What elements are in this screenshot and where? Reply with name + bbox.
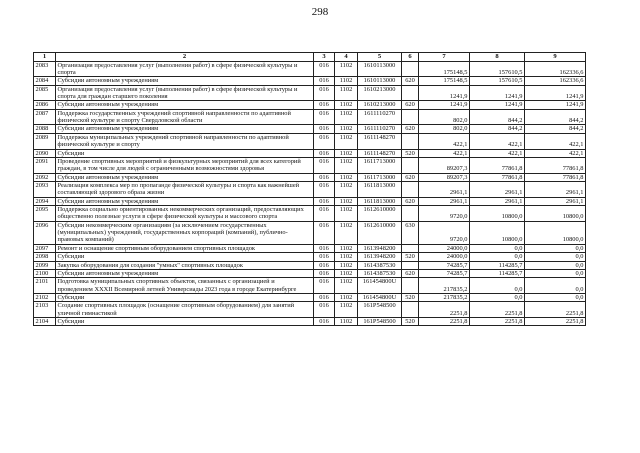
section-code: 1102 [335,261,358,269]
amount-year-2: 1241,9 [470,85,525,101]
section-code: 1102 [335,221,358,244]
section-code: 1102 [335,269,358,277]
table-row [34,294,586,302]
table-row [34,221,586,244]
section-code: 1102 [335,149,358,157]
expense-type-code: 620 [402,125,419,133]
expense-type-code: 520 [402,318,419,326]
amount-year-2: 10800,0 [470,206,525,222]
table-row [34,261,586,269]
amount-year-1: 9720,0 [419,206,470,222]
expense-type-code [402,61,419,77]
row-description: Субсидии автономным учреждениям [56,197,314,205]
amount-year-3: 10800,0 [525,206,586,222]
target-article-code: 161454800U [358,278,402,294]
amount-year-3: 0,0 [525,278,586,294]
expense-type-code: 620 [402,101,419,109]
target-article-code: 1611813000 [358,181,402,197]
row-description: Закупка оборудования для создания "умных" спортивных площадок [56,261,314,269]
row-description: Субсидии автономным учреждениям [56,77,314,85]
target-article-code: 1611110270 [358,109,402,125]
amount-year-3: 77861,8 [525,173,586,181]
ministry-code: 016 [314,278,335,294]
table-row [34,302,586,318]
table-row [34,278,586,294]
amount-year-3: 0,0 [525,244,586,252]
section-code: 1102 [335,206,358,222]
ministry-code: 016 [314,133,335,149]
row-number: 2100 [34,269,56,277]
amount-year-2: 844,2 [470,109,525,125]
section-code: 1102 [335,133,358,149]
amount-year-3: 1241,9 [525,85,586,101]
expense-type-code: 620 [402,173,419,181]
target-article-code: 1611713000 [358,157,402,173]
row-description: Субсидии [56,294,314,302]
amount-year-2: 2251,8 [470,302,525,318]
ministry-code: 016 [314,206,335,222]
column-header: 2 [56,53,314,62]
amount-year-1: 2251,8 [419,302,470,318]
row-number: 2084 [34,77,56,85]
table-row [34,253,586,261]
row-number: 2089 [34,133,56,149]
expense-type-code [402,261,419,269]
column-header: 7 [419,53,470,62]
amount-year-3: 422,1 [525,133,586,149]
table-row [34,101,586,109]
amount-year-1: 175148,5 [419,77,470,85]
expense-type-code [402,206,419,222]
row-number: 2085 [34,85,56,101]
section-code: 1102 [335,77,358,85]
table-row [34,133,586,149]
row-description: Субсидии [56,149,314,157]
amount-year-2: 2961,1 [470,181,525,197]
amount-year-2: 114285,7 [470,269,525,277]
target-article-code: 1614387530 [358,269,402,277]
row-description: Реализация комплекса мер по пропаганде физической культуры и спорта как важнейшей составляющей здорового образа жизни [56,181,314,197]
target-article-code: 161P548500 [358,318,402,326]
amount-year-2: 0,0 [470,253,525,261]
amount-year-3: 2961,1 [525,197,586,205]
section-code: 1102 [335,294,358,302]
section-code: 1102 [335,173,358,181]
amount-year-2: 2961,1 [470,197,525,205]
column-header: 4 [335,53,358,62]
amount-year-2: 1241,9 [470,101,525,109]
expense-type-code [402,181,419,197]
amount-year-2: 77861,8 [470,157,525,173]
ministry-code: 016 [314,253,335,261]
table-row [34,61,586,77]
target-article-code: 1611813000 [358,197,402,205]
amount-year-3: 0,0 [525,261,586,269]
amount-year-3: 1241,9 [525,101,586,109]
ministry-code: 016 [314,244,335,252]
row-description: Субсидии автономным учреждениям [56,173,314,181]
target-article-code: 1613948200 [358,244,402,252]
expense-type-code: 520 [402,294,419,302]
ministry-code: 016 [314,101,335,109]
row-number: 2102 [34,294,56,302]
ministry-code: 016 [314,318,335,326]
table-row [34,157,586,173]
row-description: Субсидии [56,253,314,261]
section-code: 1102 [335,253,358,261]
amount-year-1: 9720,0 [419,221,470,244]
amount-year-3: 0,0 [525,294,586,302]
amount-year-2: 114285,7 [470,261,525,269]
target-article-code: 1610113000 [358,61,402,77]
target-article-code: 1612610000 [358,206,402,222]
amount-year-1: 1241,9 [419,101,470,109]
row-number: 2103 [34,302,56,318]
header-row [34,53,586,62]
table-row [34,149,586,157]
target-article-code: 161P548500 [358,302,402,318]
amount-year-1: 1241,9 [419,85,470,101]
column-header: 3 [314,53,335,62]
section-code: 1102 [335,125,358,133]
amount-year-1: 217835,2 [419,278,470,294]
amount-year-3: 10800,0 [525,221,586,244]
section-code: 1102 [335,157,358,173]
amount-year-1: 89207,3 [419,157,470,173]
amount-year-2: 157610,5 [470,61,525,77]
row-description: Организация предоставления услуг (выполнения работ) в сфере физической культуры и спорта [56,61,314,77]
amount-year-2: 0,0 [470,278,525,294]
row-description: Субсидии автономным учреждениям [56,125,314,133]
section-code: 1102 [335,181,358,197]
column-header: 5 [358,53,402,62]
row-number: 2092 [34,173,56,181]
section-code: 1102 [335,278,358,294]
target-article-code: 161454800U [358,294,402,302]
amount-year-2: 10800,0 [470,221,525,244]
row-number: 2086 [34,101,56,109]
amount-year-2: 77861,8 [470,173,525,181]
column-header: 1 [34,53,56,62]
ministry-code: 016 [314,157,335,173]
ministry-code: 016 [314,85,335,101]
amount-year-1: 802,0 [419,109,470,125]
amount-year-3: 77861,8 [525,157,586,173]
amount-year-2: 2251,8 [470,318,525,326]
amount-year-3: 0,0 [525,253,586,261]
row-number: 2094 [34,197,56,205]
table-row [34,109,586,125]
section-code: 1102 [335,244,358,252]
ministry-code: 016 [314,125,335,133]
row-number: 2083 [34,61,56,77]
target-article-code: 1611148270 [358,133,402,149]
ministry-code: 016 [314,294,335,302]
page-number: 298 [311,6,329,18]
row-number: 2091 [34,157,56,173]
expense-type-code [402,278,419,294]
section-code: 1102 [335,197,358,205]
amount-year-3: 844,2 [525,109,586,125]
target-article-code: 1614387530 [358,261,402,269]
row-number: 2104 [34,318,56,326]
amount-year-2: 0,0 [470,294,525,302]
amount-year-3: 844,2 [525,125,586,133]
row-number: 2090 [34,149,56,157]
row-description: Поддержка социально ориентированных некоммерческих организаций, предоставляющих общественно полезные услуги в сфере физической культуры и массового спорта [56,206,314,222]
expense-type-code: 630 [402,221,419,244]
budget-table [33,52,586,326]
table-row [34,181,586,197]
amount-year-1: 2961,1 [419,197,470,205]
row-description: Ремонт и оснащение спортивным оборудованием спортивных площадок [56,244,314,252]
expense-type-code [402,85,419,101]
table-row [34,269,586,277]
row-description: Субсидии автономным учреждениям [56,101,314,109]
row-number: 2097 [34,244,56,252]
row-number: 2099 [34,261,56,269]
ministry-code: 016 [314,302,335,318]
row-description: Поддержка государственных учреждений спортивной направленности по адаптивной физической культуре и спорту Свердловской области [56,109,314,125]
ministry-code: 016 [314,261,335,269]
table-row [34,85,586,101]
amount-year-1: 422,1 [419,149,470,157]
amount-year-1: 89207,3 [419,173,470,181]
row-description: Субсидии некоммерческим организациям (за исключением государственных (муниципальных) учреждений, государственных корпораций (компаний), публично-правовых компаний) [56,221,314,244]
expense-type-code [402,244,419,252]
amount-year-1: 802,0 [419,125,470,133]
row-number: 2087 [34,109,56,125]
expense-type-code [402,133,419,149]
row-number: 2095 [34,206,56,222]
ministry-code: 016 [314,77,335,85]
amount-year-1: 74285,7 [419,269,470,277]
target-article-code: 1613948200 [358,253,402,261]
column-header: 6 [402,53,419,62]
row-number: 2098 [34,253,56,261]
amount-year-3: 2251,8 [525,318,586,326]
section-code: 1102 [335,109,358,125]
expense-type-code [402,157,419,173]
ministry-code: 016 [314,221,335,244]
ministry-code: 016 [314,149,335,157]
row-description: Создание спортивных площадок (оснащение спортивным оборудованием) для занятий уличной гимнастикой [56,302,314,318]
row-description: Субсидии [56,318,314,326]
target-article-code: 1611148270 [358,149,402,157]
amount-year-3: 162336,6 [525,77,586,85]
ministry-code: 016 [314,61,335,77]
table-row [34,318,586,326]
amount-year-2: 157610,5 [470,77,525,85]
expense-type-code: 520 [402,149,419,157]
target-article-code: 1612610000 [358,221,402,244]
amount-year-1: 2251,8 [419,318,470,326]
row-number: 2093 [34,181,56,197]
table-row [34,197,586,205]
amount-year-2: 0,0 [470,244,525,252]
row-description: Подготовка муниципальных спортивных объектов, связанных с организацией и проведением XXXII Всемирной летней Универсиады 2023 года в городе Екатеринбурге [56,278,314,294]
target-article-code: 1610213000 [358,101,402,109]
ministry-code: 016 [314,109,335,125]
column-header: 8 [470,53,525,62]
amount-year-1: 24000,0 [419,244,470,252]
row-number: 2096 [34,221,56,244]
table-body [34,61,586,326]
amount-year-1: 2961,1 [419,181,470,197]
amount-year-1: 24000,0 [419,253,470,261]
amount-year-1: 74285,7 [419,261,470,269]
ministry-code: 016 [314,181,335,197]
expense-type-code [402,109,419,125]
table-row [34,77,586,85]
row-description: Поддержка муниципальных учреждений спортивной направленности по адаптивной физической культуре и спорту [56,133,314,149]
row-description: Организация предоставления услуг (выполнения работ) в сфере физической культуры и спорта для граждан старшего поколения [56,85,314,101]
amount-year-2: 844,2 [470,125,525,133]
section-code: 1102 [335,302,358,318]
amount-year-1: 175148,5 [419,61,470,77]
amount-year-3: 2251,8 [525,302,586,318]
amount-year-3: 422,1 [525,149,586,157]
row-description: Субсидии автономным учреждениям [56,269,314,277]
section-code: 1102 [335,318,358,326]
table-row [34,125,586,133]
table-row [34,206,586,222]
expense-type-code: 520 [402,253,419,261]
row-number: 2088 [34,125,56,133]
column-header: 9 [525,53,586,62]
amount-year-3: 0,0 [525,269,586,277]
target-article-code: 1611713000 [358,173,402,181]
row-number: 2101 [34,278,56,294]
expense-type-code: 620 [402,269,419,277]
amount-year-3: 162336,6 [525,61,586,77]
section-code: 1102 [335,61,358,77]
section-code: 1102 [335,101,358,109]
amount-year-1: 422,1 [419,133,470,149]
ministry-code: 016 [314,197,335,205]
ministry-code: 016 [314,269,335,277]
expense-type-code: 620 [402,197,419,205]
target-article-code: 1610213000 [358,85,402,101]
amount-year-2: 422,1 [470,149,525,157]
amount-year-3: 2961,1 [525,181,586,197]
ministry-code: 016 [314,173,335,181]
amount-year-2: 422,1 [470,133,525,149]
target-article-code: 1610113000 [358,77,402,85]
expense-type-code [402,302,419,318]
section-code: 1102 [335,85,358,101]
target-article-code: 1611110270 [358,125,402,133]
amount-year-1: 217835,2 [419,294,470,302]
row-description: Проведение спортивных мероприятий и физкультурных мероприятий для всех категорий граждан, в том числе для людей с ограниченными возможностями здоровья [56,157,314,173]
table-row [34,173,586,181]
expense-type-code: 620 [402,77,419,85]
table-row [34,244,586,252]
